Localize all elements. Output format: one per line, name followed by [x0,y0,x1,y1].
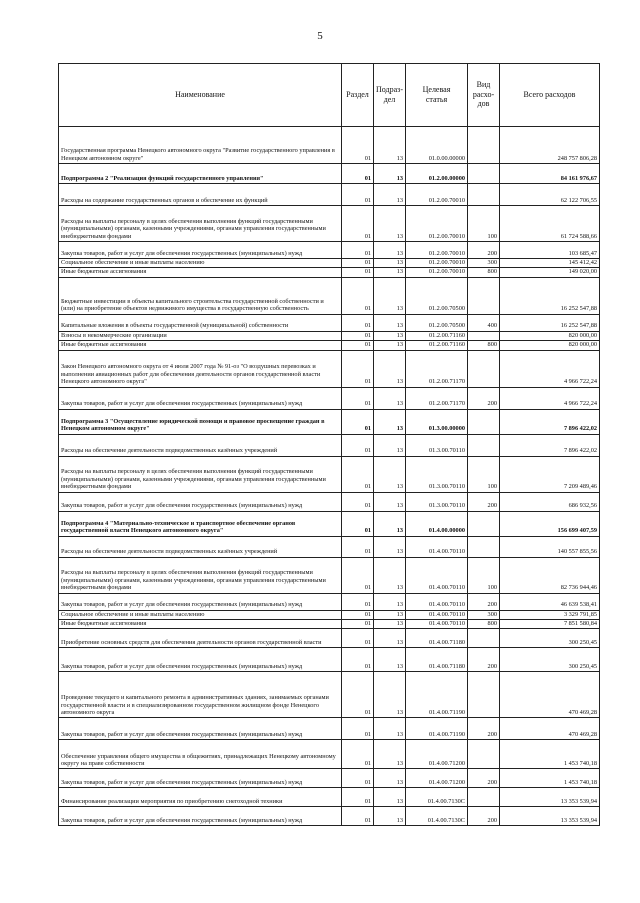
row-subsection: 13 [374,277,406,314]
table-row [59,610,600,619]
row-section: 01 [342,672,374,718]
row-total: 470 469,28 [500,672,600,718]
row-name: Закупка товаров, работ и услуг для обеспечения государственных (муниципальных) нужд [59,387,342,409]
row-section: 01 [342,718,374,740]
row-name: Проведение текущего и капитального ремонта в административных зданиях, занимаемых органами государственной власти и в специализированном государственном жилищном фонде Ненецкого автономного округа [59,672,342,718]
row-subsection: 13 [374,718,406,740]
row-expense-type [468,788,500,807]
row-total: 820 000,00 [500,341,600,350]
header-target: Целевая статья [406,64,468,127]
table-row [59,277,600,314]
row-name: Закупка товаров, работ и услуг для обеспечения государственных (муниципальных) нужд [59,648,342,672]
table-row [59,314,600,331]
row-total: 61 724 588,66 [500,206,600,242]
header-total: Всего расходов [500,64,600,127]
row-target: 01.4.00.70110 [406,620,468,629]
row-target: 01.4.00.70110 [406,610,468,619]
row-name: Расходы на обеспечение деятельности подведомственных казённых учреждений [59,536,342,557]
row-subsection: 13 [374,807,406,826]
row-expense-type: 100 [468,557,500,593]
row-target: 01.2.00.70500 [406,277,468,314]
row-subsection: 13 [374,387,406,409]
row-target: 01.2.00.70010 [406,242,468,259]
row-name: Закупка товаров, работ и услуг для обеспечения государственных (муниципальных) нужд [59,492,342,511]
row-name: Подпрограмма 3 "Осуществление юридической помощи и правовое просвещение граждан в Ненецком автономном округе" [59,409,342,434]
row-subsection: 13 [374,164,406,184]
row-name: Иные бюджетные ассигнования [59,620,342,629]
row-target: 01.2.00.70500 [406,314,468,331]
row-total: 13 353 539,94 [500,807,600,826]
table-row [59,387,600,409]
row-total: 103 685,47 [500,242,600,259]
page-number: 5 [317,30,323,42]
row-section: 01 [342,610,374,619]
row-target: 01.3.00.70110 [406,434,468,456]
row-subsection: 13 [374,620,406,629]
table-row [59,434,600,456]
table-row [59,648,600,672]
row-subsection: 13 [374,610,406,619]
row-subsection: 13 [374,206,406,242]
table-row [59,629,600,648]
table-row [59,807,600,826]
row-total: 1 453 740,18 [500,769,600,788]
row-expense-type: 200 [468,769,500,788]
row-section: 01 [342,409,374,434]
row-subsection: 13 [374,259,406,268]
row-subsection: 13 [374,740,406,769]
row-expense-type: 200 [468,593,500,610]
row-section: 01 [342,807,374,826]
row-name: Иные бюджетные ассигнования [59,341,342,350]
table-row [59,492,600,511]
row-subsection: 13 [374,593,406,610]
row-total: 7 896 422,02 [500,409,600,434]
row-section: 01 [342,456,374,492]
row-expense-type [468,511,500,536]
budget-table [58,63,600,826]
table-row [59,127,600,164]
header-name: Наименование [59,64,342,127]
row-section: 01 [342,629,374,648]
table-row [59,409,600,434]
header-expense-type: Вид расхо- дов [468,64,500,127]
row-subsection: 13 [374,341,406,350]
row-section: 01 [342,536,374,557]
row-target: 01.2.00.70010 [406,184,468,206]
row-section: 01 [342,259,374,268]
row-name: Закупка товаров, работ и услуг для обеспечения государственных (муниципальных) нужд [59,593,342,610]
row-target: 01.4.00.70110 [406,536,468,557]
row-target: 01.2.00.00000 [406,164,468,184]
row-subsection: 13 [374,557,406,593]
row-total: 248 757 806,28 [500,127,600,164]
row-section: 01 [342,268,374,277]
row-target: 01.2.00.71160 [406,341,468,350]
row-expense-type: 800 [468,268,500,277]
row-expense-type [468,672,500,718]
row-target: 01.4.00.71180 [406,648,468,672]
row-name: Расходы на выплаты персоналу в целях обеспечения выполнения функций государственными (муниципальными) органами, казенными учреждениями, органами управления государственными внебюджетными фондами [59,557,342,593]
table-row [59,350,600,387]
row-expense-type [468,629,500,648]
row-subsection: 13 [374,672,406,718]
row-expense-type: 400 [468,314,500,331]
row-subsection: 13 [374,511,406,536]
row-section: 01 [342,341,374,350]
row-expense-type: 200 [468,387,500,409]
row-section: 01 [342,206,374,242]
table-row [59,164,600,184]
row-expense-type: 100 [468,206,500,242]
row-expense-type: 200 [468,718,500,740]
row-name: Взносы в некоммерческие организации [59,331,342,340]
row-target: 01.4.00.7130С [406,807,468,826]
row-target: 01.4.00.70110 [406,593,468,610]
row-subsection: 13 [374,648,406,672]
row-section: 01 [342,331,374,340]
row-section: 01 [342,557,374,593]
row-target: 01.4.00.71200 [406,740,468,769]
row-section: 01 [342,740,374,769]
row-expense-type [468,184,500,206]
row-target: 01.2.00.70010 [406,268,468,277]
row-name: Социальное обеспечение и иные выплаты населению [59,259,342,268]
row-section: 01 [342,314,374,331]
row-total: 7 851 580,84 [500,620,600,629]
row-subsection: 13 [374,242,406,259]
row-expense-type: 200 [468,648,500,672]
row-target: 01.0.00.00000 [406,127,468,164]
row-total: 156 699 407,59 [500,511,600,536]
row-name: Социальное обеспечение и иные выплаты населению [59,610,342,619]
row-expense-type [468,331,500,340]
row-section: 01 [342,164,374,184]
row-section: 01 [342,593,374,610]
row-subsection: 13 [374,536,406,557]
table-row [59,259,600,268]
row-name: Иные бюджетные ассигнования [59,268,342,277]
table-row [59,206,600,242]
row-section: 01 [342,184,374,206]
row-total: 13 353 539,94 [500,788,600,807]
row-target: 01.4.00.71190 [406,718,468,740]
row-section: 01 [342,648,374,672]
row-target: 01.2.00.70010 [406,206,468,242]
row-expense-type: 200 [468,242,500,259]
row-subsection: 13 [374,434,406,456]
row-expense-type: 800 [468,341,500,350]
row-target: 01.2.00.71160 [406,331,468,340]
row-total: 82 736 944,46 [500,557,600,593]
row-total: 7 209 489,46 [500,456,600,492]
table-row [59,242,600,259]
row-name: Расходы на выплаты персоналу в целях обеспечения выполнения функций государственными (муниципальными) органами, казенными учреждениями, органами управления государственными внебюджетными фондами [59,206,342,242]
row-target: 01.3.00.70110 [406,492,468,511]
row-subsection: 13 [374,127,406,164]
table-row [59,740,600,769]
header-row [59,64,600,127]
row-total: 820 000,00 [500,331,600,340]
row-expense-type: 100 [468,456,500,492]
row-total: 686 932,56 [500,492,600,511]
row-total: 16 252 547,88 [500,314,600,331]
row-name: Расходы на обеспечение деятельности подведомственных казённых учреждений [59,434,342,456]
table-row [59,557,600,593]
row-subsection: 13 [374,331,406,340]
row-name: Финансирование реализации мероприятия по приобретению снегоходной техники [59,788,342,807]
row-target: 01.4.00.7130С [406,788,468,807]
row-total: 140 557 855,56 [500,536,600,557]
row-section: 01 [342,434,374,456]
row-subsection: 13 [374,629,406,648]
row-subsection: 13 [374,184,406,206]
row-name: Бюджетные инвестиции в объекты капитального строительства государственной собственности и (или) на приобретение объектов недвижимого имущества в государственную собственность [59,277,342,314]
row-section: 01 [342,788,374,807]
table-row [59,788,600,807]
row-name: Закупка товаров, работ и услуг для обеспечения государственных (муниципальных) нужд [59,769,342,788]
table-row [59,456,600,492]
row-total: 4 966 722,24 [500,387,600,409]
row-expense-type [468,127,500,164]
row-target: 01.2.00.71170 [406,387,468,409]
table-row [59,511,600,536]
row-expense-type [468,350,500,387]
row-name: Расходы на содержание государственных органов и обеспечение их функций [59,184,342,206]
row-name: Обеспечение управления общего имущества в общежитиях, принадлежащих Ненецкому автономному округу на праве собственности [59,740,342,769]
row-total: 470 469,28 [500,718,600,740]
row-expense-type: 300 [468,259,500,268]
row-expense-type [468,409,500,434]
table-row [59,331,600,340]
row-total: 16 252 547,88 [500,277,600,314]
table-row [59,184,600,206]
row-expense-type: 200 [468,807,500,826]
row-total: 4 966 722,24 [500,350,600,387]
row-section: 01 [342,277,374,314]
row-target: 01.4.00.00000 [406,511,468,536]
row-total: 300 250,45 [500,629,600,648]
table-row [59,672,600,718]
header-subsection: Подраз- дел [374,64,406,127]
row-expense-type [468,434,500,456]
row-section: 01 [342,511,374,536]
row-section: 01 [342,620,374,629]
row-expense-type [468,277,500,314]
table-row [59,536,600,557]
row-section: 01 [342,242,374,259]
row-expense-type: 300 [468,610,500,619]
row-target: 01.2.00.71170 [406,350,468,387]
row-total: 7 896 422,02 [500,434,600,456]
row-name: Государственная программа Ненецкого автономного округа "Развитие государственного управления в Ненецком автономном округе" [59,127,342,164]
row-section: 01 [342,350,374,387]
row-expense-type [468,164,500,184]
row-subsection: 13 [374,769,406,788]
row-total: 3 329 791,85 [500,610,600,619]
row-total: 149 020,00 [500,268,600,277]
row-target: 01.4.00.70110 [406,557,468,593]
row-name: Капитальные вложения в объекты государственной (муниципальной) собственности [59,314,342,331]
row-subsection: 13 [374,268,406,277]
row-name: Подпрограмма 4 "Материально-техническое и транспортное обеспечение органов государственной власти Ненецкого автономного округа" [59,511,342,536]
row-section: 01 [342,769,374,788]
row-target: 01.2.00.70010 [406,259,468,268]
row-subsection: 13 [374,409,406,434]
row-subsection: 13 [374,492,406,511]
table-row [59,718,600,740]
row-subsection: 13 [374,314,406,331]
row-total: 145 412,42 [500,259,600,268]
row-subsection: 13 [374,456,406,492]
row-section: 01 [342,127,374,164]
row-total: 300 250,45 [500,648,600,672]
table-row [59,620,600,629]
table-row [59,268,600,277]
row-expense-type [468,740,500,769]
row-expense-type: 800 [468,620,500,629]
row-expense-type: 200 [468,492,500,511]
row-name: Закупка товаров, работ и услуг для обеспечения государственных (муниципальных) нужд [59,807,342,826]
row-name: Закон Ненецкого автономного округа от 4 июля 2007 года № 91-оз "О воздушных перевозках и выполнении авиационных работ для обеспечения деятельности органов государственной власти Ненецкого автономного округа" [59,350,342,387]
row-subsection: 13 [374,350,406,387]
row-target: 01.3.00.00000 [406,409,468,434]
row-total: 1 453 740,18 [500,740,600,769]
row-subsection: 13 [374,788,406,807]
row-total: 62 122 706,55 [500,184,600,206]
row-target: 01.3.00.70110 [406,456,468,492]
row-section: 01 [342,492,374,511]
row-name: Закупка товаров, работ и услуг для обеспечения государственных (муниципальных) нужд [59,718,342,740]
row-total: 84 161 976,67 [500,164,600,184]
table-row [59,593,600,610]
row-name: Расходы на выплаты персоналу в целях обеспечения выполнения функций государственными (муниципальными) органами, казенными учреждениями, органами управления государственными внебюджетными фондами [59,456,342,492]
row-name: Закупка товаров, работ и услуг для обеспечения государственных (муниципальных) нужд [59,242,342,259]
row-name: Приобретение основных средств для обеспечения деятельности органов государственной власти [59,629,342,648]
row-name: Подпрограмма 2 "Реализация функций государственного управления" [59,164,342,184]
row-target: 01.4.00.71190 [406,672,468,718]
table-row [59,769,600,788]
header-section: Раздел [342,64,374,127]
row-total: 46 639 538,41 [500,593,600,610]
row-target: 01.4.00.71180 [406,629,468,648]
row-section: 01 [342,387,374,409]
row-expense-type [468,536,500,557]
row-target: 01.4.00.71200 [406,769,468,788]
table-row [59,341,600,350]
